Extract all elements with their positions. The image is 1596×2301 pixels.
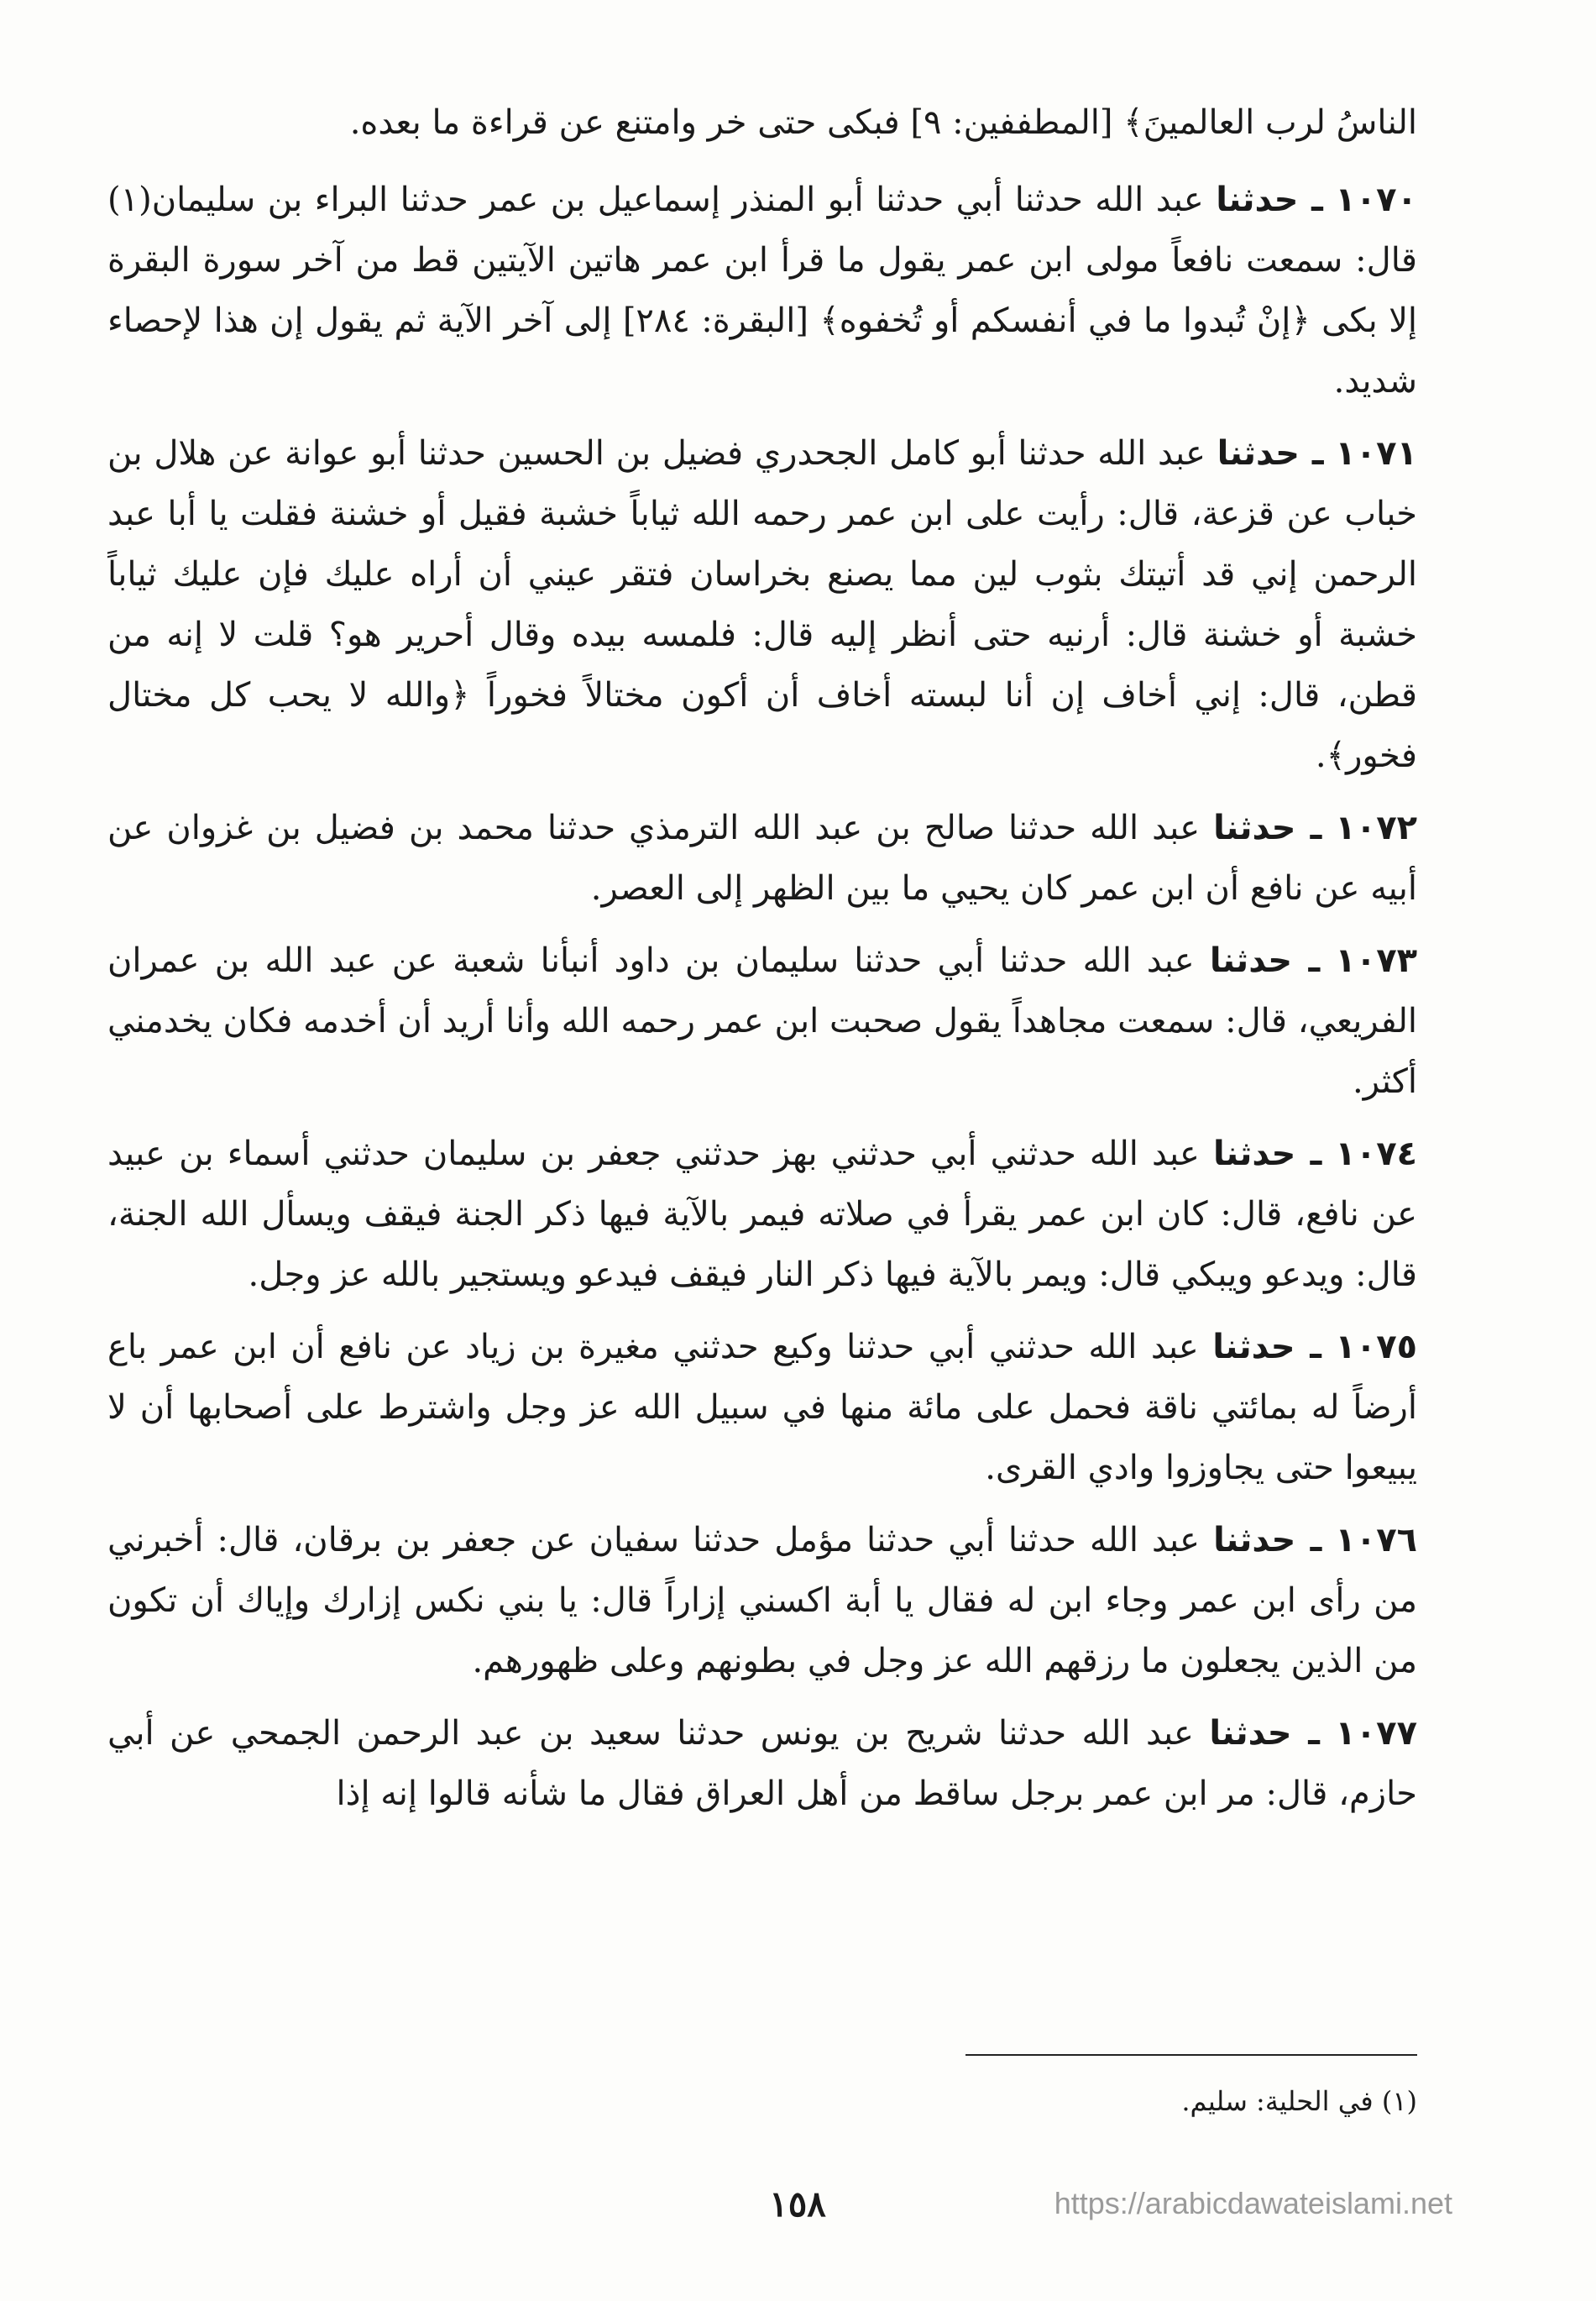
main-text [107, 92, 1417, 1836]
hadith-text: عبد الله حدثني أبي حدثنا وكيع حدثني مغيرة بن زياد عن نافع أن ابن عمر باع أرضاً له بمائتي ناقة فحمل على مائة منها في سبيل الله عز وجل واشترط على أصحابها أن لا يبيعوا حتى يجاوزوا وادي القرى. [107, 1328, 1417, 1487]
hadith-lead-word: حدثنا [1209, 941, 1293, 980]
paragraph-text: الناسُ لرب العالمينَ﴾ [المطففين: ٩] فبكى حتى خر وامتنع عن قراءة ما بعده. [349, 103, 1417, 142]
hadith-text: عبد الله حدثنا صالح بن عبد الله الترمذي حدثنا محمد بن فضيل بن غزوان عن أبيه عن نافع أن ابن عمر كان يحيي ما بين الظهر إلى العصر. [107, 809, 1417, 908]
hadith-number: ١٠٧٦ [1335, 1521, 1418, 1559]
hadith-text: عبد الله حدثني أبي حدثني بهز حدثني جعفر بن سليمان حدثني أسماء بن عبيد عن نافع، قال: كان ابن عمر يقرأ في صلاته فيمر بالآية فيها ذكر الجنة فيقف ويسأل الله الجنة، قال: ويدعو ويبكي قال: ويمر بالآية فيها ذكر النار فيقف فيدعو ويستجير بالله عز وجل. [107, 1135, 1418, 1294]
watermark-url: https://arabicdawateislami.net [1054, 2186, 1452, 2220]
hadith-1077: ١٠٧٧ ـ حدثنا عبد الله حدثنا شريح بن يونس حدثنا سعيد بن عبد الرحمن الجمحي عن أبي حازم، قال: مر ابن عمر برجل ساقط من أهل العراق فقال ما شأنه قالوا إنه إذا [107, 1714, 1417, 1813]
hadith-number: ١٠٧٢ [1335, 809, 1418, 847]
hadith-lead-word: حدثنا [1213, 809, 1296, 847]
hadith-number: ١٠٧٥ [1335, 1328, 1418, 1366]
hadith-number: ١٠٧٤ [1335, 1135, 1418, 1173]
continuation-paragraph [107, 92, 1417, 153]
footnote-divider [965, 2054, 1417, 2056]
hadith-1076: ١٠٧٦ ـ حدثنا عبد الله حدثنا أبي حدثنا مؤمل حدثنا سفيان عن جعفر بن برقان، قال: أخبرني من رأى ابن عمر وجاء ابن له فقال يا أبة اكسني إزاراً قال: يا بني نكس إزارك وإياك أن تكون من الذين يجعلون ما رزقهم الله عز وجل في بطونهم وعلى ظهورهم. [107, 1521, 1418, 1680]
hadith-lead-word: حدثنا [1209, 1714, 1292, 1753]
hadith-text: عبد الله حدثنا أبي حدثنا سليمان بن داود أنبأنا شعبة عن عبد الله بن عمران الفريعي، قال: سمعت مجاهداً يقول صحبت ابن عمر رحمه الله وأنا أريد أن أخدمه فكان يخدمني أكثر. [107, 941, 1417, 1101]
hadith-lead-word: حدثنا [1217, 434, 1300, 473]
page-number: ١٥٨ [769, 2183, 826, 2225]
hadith-1075: ١٠٧٥ ـ حدثنا عبد الله حدثني أبي حدثنا وكيع حدثني مغيرة بن زياد عن نافع أن ابن عمر باع أرضاً له بمائتي ناقة فحمل على مائة منها في سبيل الله عز وجل واشترط على أصحابها أن لا يبيعوا حتى يجاوزوا وادي القرى. [107, 1328, 1418, 1487]
hadith-text: عبد الله حدثنا شريح بن يونس حدثنا سعيد بن عبد الرحمن الجمحي عن أبي حازم، قال: مر ابن عمر برجل ساقط من أهل العراق فقال ما شأنه قالوا إنه إذا [107, 1714, 1417, 1813]
hadith-lead-word: حدثنا [1213, 1135, 1296, 1173]
hadith-text: عبد الله حدثنا أبي حدثنا أبو المنذر إسماعيل بن عمر حدثنا البراء بن سليمان(١) قال: سمعت نافعاً مولى ابن عمر يقول ما قرأ ابن عمر هاتين الآيتين قط من آخر سورة البقرة إلا بكى ﴿إنْ تُبدوا ما في أنفسكم أو تُخفوه﴾ [البقرة: ٢٨٤] إلى آخر الآية ثم يقول إن هذا لإحصاء شديد. [107, 181, 1418, 401]
hadith-1073: ١٠٧٣ ـ حدثنا عبد الله حدثنا أبي حدثنا سليمان بن داود أنبأنا شعبة عن عبد الله بن عمران الفريعي، قال: سمعت مجاهداً يقول صحبت ابن عمر رحمه الله وأنا أريد أن أخدمه فكان يخدمني أكثر. [107, 941, 1418, 1101]
hadith-1072: ١٠٧٢ ـ حدثنا عبد الله حدثنا صالح بن عبد الله الترمذي حدثنا محمد بن فضيل بن غزوان عن أبيه عن نافع أن ابن عمر كان يحيي ما بين الظهر إلى العصر. [107, 809, 1418, 908]
hadith-number: ١٠٧٠ [1335, 181, 1417, 219]
hadith-1070: ١٠٧٠ ـ حدثنا عبد الله حدثنا أبي حدثنا أبو المنذر إسماعيل بن عمر حدثنا البراء بن سليمان(١) قال: سمعت نافعاً مولى ابن عمر يقول ما قرأ ابن عمر هاتين الآيتين قط من آخر سورة البقرة إلا بكى ﴿إنْ تُبدوا ما في أنفسكم أو تُخفوه﴾ [البقرة: ٢٨٤] إلى آخر الآية ثم يقول إن هذا لإحصاء شديد. [107, 181, 1418, 401]
hadith-lead-word: حدثنا [1216, 181, 1299, 219]
hadith-text: عبد الله حدثنا أبو كامل الجحدري فضيل بن الحسين حدثنا أبو عوانة عن هلال بن خباب عن قزعة، قال: رأيت على ابن عمر رحمه الله ثياباً خشبة فقيل أو خشنة فقلت يا أبا عبد الرحمن إني قد أتيتك بثوب لين مما يصنع بخراسان فتقر عيني أن أراه عليك فإن عليك ثياباً خشبة أو خشنة قال: أرنيه حتى أنظر إليه قال: فلمسه بيده وقال أحرير هو؟ قلت لا إنه من قطن، قال: إني أخاف إن أنا لبسته أخاف أن أكون مختالاً فخوراً ﴿والله لا يحب كل مختال فخور﴾. [107, 434, 1417, 775]
hadith-1071: ١٠٧١ ـ حدثنا عبد الله حدثنا أبو كامل الجحدري فضيل بن الحسين حدثنا أبو عوانة عن هلال بن خباب عن قزعة، قال: رأيت على ابن عمر رحمه الله ثياباً خشبة فقيل أو خشنة فقلت يا أبا عبد الرحمن إني قد أتيتك بثوب لين مما يصنع بخراسان فتقر عيني أن أراه عليك فإن عليك ثياباً خشبة أو خشنة قال: أرنيه حتى أنظر إليه قال: فلمسه بيده وقال أحرير هو؟ قلت لا إنه من قطن، قال: إني أخاف إن أنا لبسته أخاف أن أكون مختالاً فخوراً ﴿والله لا يحب كل مختال فخور﴾. [107, 434, 1417, 775]
hadith-number: ١٠٧١ [1335, 434, 1417, 473]
hadith-1074: ١٠٧٤ ـ حدثنا عبد الله حدثني أبي حدثني بهز حدثني جعفر بن سليمان حدثني أسماء بن عبيد عن نافع، قال: كان ابن عمر يقرأ في صلاته فيمر بالآية فيها ذكر الجنة فيقف ويسأل الله الجنة، قال: ويدعو ويبكي قال: ويمر بالآية فيها ذكر النار فيقف فيدعو ويستجير بالله عز وجل. [107, 1135, 1418, 1294]
hadith-number: ١٠٧٧ [1335, 1714, 1417, 1753]
hadith-lead-word: حدثنا [1212, 1328, 1295, 1366]
hadith-lead-word: حدثنا [1213, 1521, 1296, 1559]
footnote: (١) في الحلية: سليم. [1181, 2085, 1417, 2117]
hadith-text: عبد الله حدثنا أبي حدثنا مؤمل حدثنا سفيان عن جعفر بن برقان، قال: أخبرني من رأى ابن عمر وجاء ابن له فقال يا أبة اكسني إزاراً قال: يا بني نكس إزارك وإياك أن تكون من الذين يجعلون ما رزقهم الله عز وجل في بطونهم وعلى ظهورهم. [107, 1521, 1417, 1680]
hadith-number: ١٠٧٣ [1335, 941, 1418, 980]
